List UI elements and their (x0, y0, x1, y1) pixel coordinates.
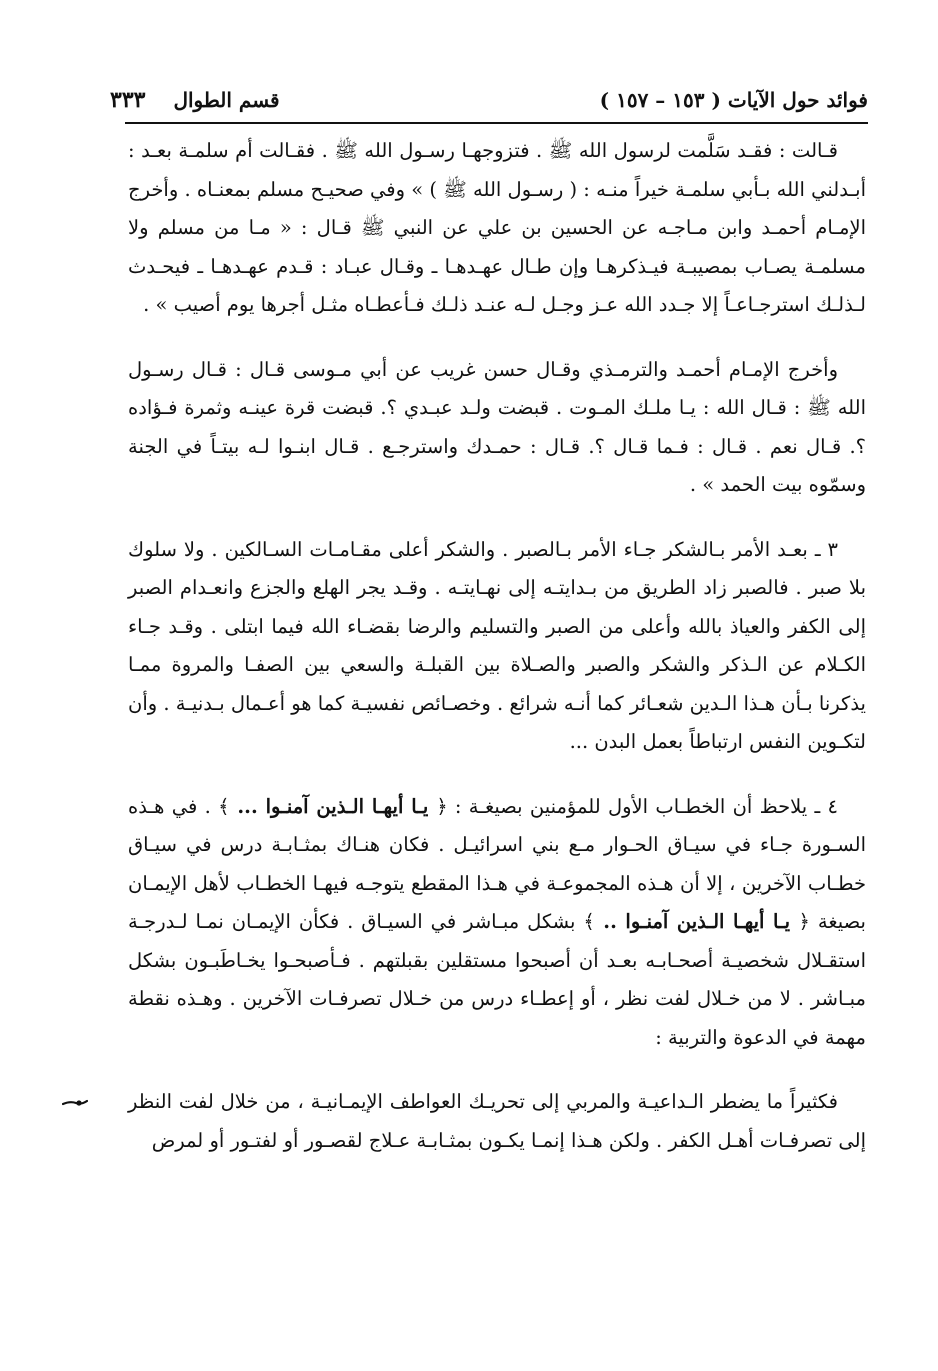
running-header (110, 82, 868, 118)
quran-phrase: يـا أيهـا الـذين آمنـوا ... (229, 794, 437, 818)
paragraph-1: قـالت : فقـد سَلَّمت لرسول الله ﷺ . فتزوجهـا رسـول الله ﷺ . فقـالت أم سلمـة بعـد : أبـدلني الله بـأبي سلمـة خيراً منـه : ( رسـول الله ﷺ ) » وفي صحيـح مسلم بمعنـاه . وأخرج الإمـام أحمـد وابن مـاجـه عن الحسين بن علي عن النبي ﷺ قـال : « مـا من مسلم ولا مسلمـة يصـاب بمصيبـة فيـذكرهـا وإن طـال عهـدهـا ـ وقـال عبـاد : قـدم عهـدهـا ـ فيحـدث لـذلـك استرجـاعـاً إلا جـدد الله عـز وجـل لـه عنـد ذلـك فـأعطـاه مثـل أجرها يوم أصيب » . (128, 139, 866, 316)
margin-ink-mark (62, 1098, 88, 1108)
page-number: ٣٣٣ (110, 87, 146, 113)
paragraph-5: فكثيراً ما يضطر الـداعيـة والمربي إلى تحريـك العواطف الإيمـانيـة ، من خلال لفت النظر إلى تصرفـات أهـل الكفر . ولكن هـذا إنمـا يكـون بمثـابـة عـلاج لقصـور أو لفتـور أو لمرض (128, 1090, 866, 1152)
paragraph-4-prefix: ٤ ـ يلاحظ أن الخطـاب الأول للمؤمنين بصيغـة : ﴿ (436, 794, 838, 818)
running-title: فوائد حول الآيات ( ١٥٣ – ١٥٧ ) (599, 88, 868, 112)
body-text (128, 132, 866, 1160)
paragraph-4-mid: ﴾ . في هـذه السـورة جـاء في سيـاق الحـوار مـع بني اسرائيـل . فكان هنـاك بمثـابـة درس في سيـاق خطـاب الآخرين ، إلا أن هـذه المجموعـة في هـذا المقطع يتوجـه فيهـا الخطـاب لأهل الإيمـان بصيغة ﴿ (128, 794, 866, 933)
paragraph-3: ٣ ـ بعـد الأمر بـالشكر جـاء الأمر بـالصبر . والشكر أعلى مقـامـات السـالكين . ولا سلوك بلا صبر . فالصبر زاد الطريق من بـدايتـه إلى نهـايتـه . وقـد يجر الهلع والجزع وانعـدام الصبر إلى الكفر والعياذ بالله وأعلى من الصبر والتسليم والرضا بقضـاء الله فيما ابتلى . وقـد جـاء الكـلام عن الـذكر والشكر والصبر والصـلاة بين القبلـة والسعي بين الصفـا والمروة ممـا يذكرنا بـأن هـذا الـدين شعـائر كما أنـه شرائع . وخصـائص نفسيـة كما هو أعـمال بـدنيـة . وأن لتكـوين النفس ارتباطاً بعمل البدن ... (128, 537, 866, 753)
paragraph-4 (128, 788, 866, 1058)
header-left-group (110, 87, 280, 113)
section-name: قسم الطوال (173, 88, 280, 112)
quran-phrase-2: يـا أيهـا الـذين آمنـوا .. (594, 910, 799, 933)
paragraph-4-suffix: ﴾ بشكل مبـاشر في السيـاق . فكأن الإيمـان نمـا لـدرجـة استقـلال شخصيـة أصحـابـه بعـد أن أصبحوا مستقلين بقبلتهم . فـأصبحـوا يخـاطَبـون بشكل مبـاشر . لا من خـلال لفت نظر ، أو إعطـاء درس من خـلال تصرفـات الآخرين . وهـذه نقطة مهمة في الدعوة والتربية : (128, 910, 866, 1049)
header-rule (125, 122, 868, 124)
paragraph-2: وأخرج الإمـام أحمـد والترمـذي وقـال حسن غريب عن أبي مـوسى قـال : قـال رسـول الله ﷺ : قـال الله : يـا ملـك المـوت . قبضت ولـد عبـدي ؟. قبضت قرة عينـه وثمرة فـؤاده ؟. قـال نعم . قـال : فـما قـال ؟. قـال : حمـدك واسترجـع . قـال ابنـوا لـه بيتـاً في الجنة وسمّوه بيت الحمد » . (128, 357, 866, 496)
